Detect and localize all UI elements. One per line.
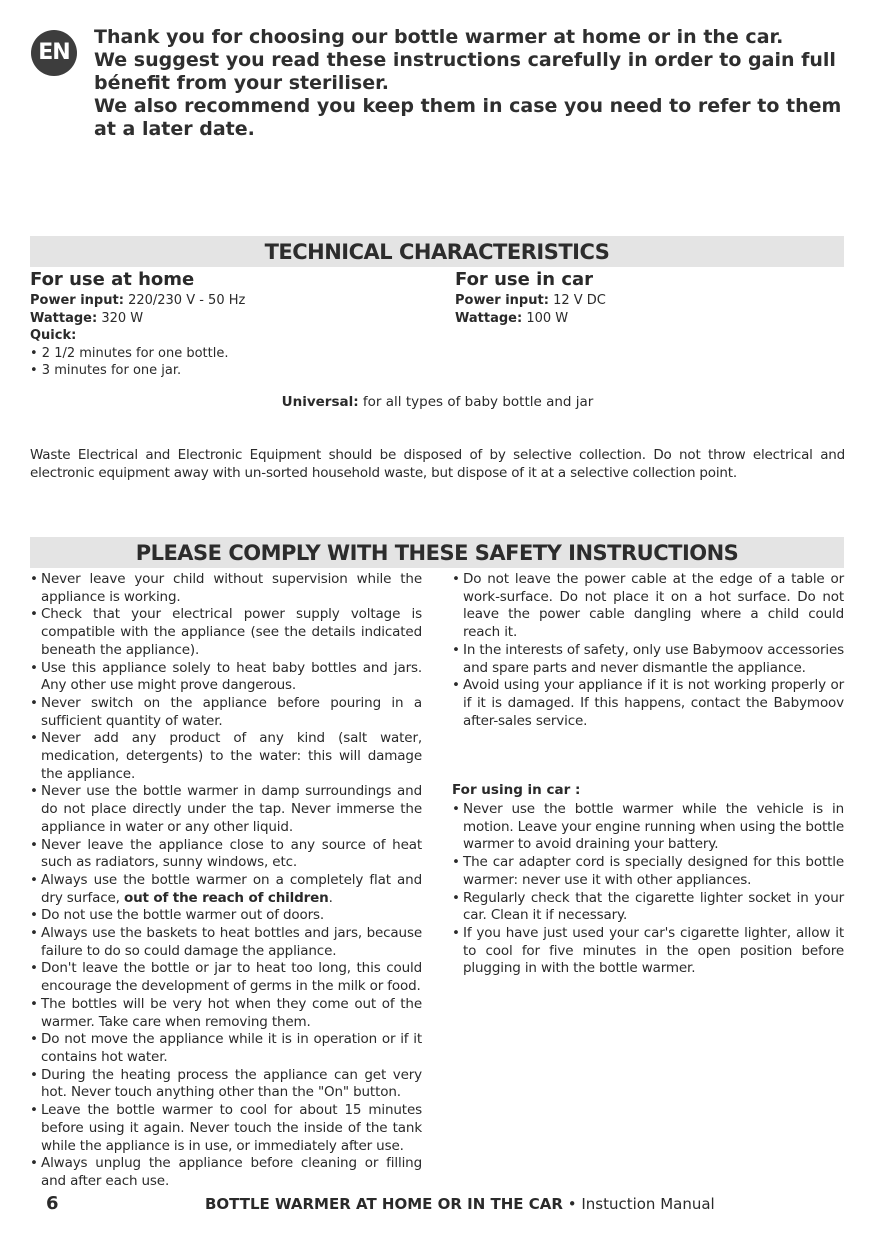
home-wattage-value: 320 W <box>101 310 144 326</box>
safety-item: • In the interests of safety, only use Babymoov accessories and spare parts and never dismantle the appliance. <box>452 642 844 677</box>
home-power-value: 220/230 V - 50 Hz <box>128 293 246 308</box>
car-safety-item: • If you have just used your car's cigarette lighter, allow it to cool for five minutes in the open position before plugging in with the bottle warmer. <box>452 925 844 978</box>
page-number: 6 <box>46 1193 59 1214</box>
safety-item-flat-surface <box>30 872 422 907</box>
car-power-row <box>455 292 606 310</box>
technical-characteristics-heading: TECHNICAL CHARACTERISTICS <box>30 236 844 267</box>
home-specs <box>30 269 245 380</box>
weee-disposal-note: Waste Electrical and Electronic Equipment should be disposed of by selective collection. Do not throw electrical and electronic equipment away with un-sorted household waste, but dispose of it at a selective collection point. <box>30 447 845 481</box>
page-footer <box>0 1193 875 1215</box>
safety-item: • Do not move the appliance while it is in operation or if it contains hot water. <box>30 1031 422 1066</box>
safety-item: • Use this appliance solely to heat baby bottles and jars. Any other use might prove dangerous. <box>30 660 422 695</box>
footer-subtitle: Instuction Manual <box>581 1195 715 1213</box>
car-safety-list <box>452 801 844 978</box>
safety-list-right <box>452 571 844 730</box>
safety-item: • Never switch on the appliance before pouring in a sufficient quantity of water. <box>30 695 422 730</box>
car-power-label: Power input: <box>455 293 549 308</box>
safety-instructions-heading: PLEASE COMPLY WITH THESE SAFETY INSTRUCTIONS <box>30 537 844 568</box>
safety-item: • Do not use the bottle warmer out of doors. <box>30 907 422 925</box>
language-badge: EN <box>31 30 77 76</box>
car-use-heading: For using in car : <box>452 782 581 798</box>
car-wattage-row <box>455 310 606 328</box>
safety-item: • Never leave the appliance close to any source of heat such as radiators, sunny windows, etc. <box>30 837 422 872</box>
safety-item: • Don't leave the bottle or jar to heat too long, this could encourage the development of germs in the milk or food. <box>30 960 422 995</box>
car-wattage-value: 100 W <box>526 310 569 326</box>
home-wattage-row <box>30 310 245 328</box>
car-safety-item: • The car adapter cord is specially designed for this bottle warmer: never use it with other appliances. <box>452 854 844 889</box>
safety-item: • Always use the baskets to heat bottles and jars, because failure to do so could damage the appliance. <box>30 925 422 960</box>
home-quick-item: • 3 minutes for one jar. <box>30 363 182 378</box>
footer-title <box>205 1195 715 1213</box>
safety-list-left <box>30 571 422 1191</box>
footer-separator: • <box>567 1195 577 1213</box>
car-heading: For use in car <box>455 269 594 290</box>
flat-surface-end: . <box>328 889 333 906</box>
universal-note <box>0 394 875 410</box>
intro-line-1: Thank you for choosing our bottle warmer at home or in the car. <box>94 26 784 48</box>
home-wattage-label: Wattage: <box>30 310 98 326</box>
safety-item: • The bottles will be very hot when they come out of the warmer. Take care when removing them. <box>30 996 422 1031</box>
car-specs <box>455 269 606 327</box>
flat-surface-text: Always use the bottle warmer on a completely flat and dry surface, <box>41 871 422 906</box>
safety-item: • Do not leave the power cable at the edge of a table or work-surface. Do not place it on a hot surface. Do not leave the power cable dangling where a child could reach it. <box>452 571 844 642</box>
home-power-label: Power input: <box>30 293 124 308</box>
intro-text <box>94 26 854 141</box>
safety-item: • Avoid using your appliance if it is not working properly or if it is damaged. If this happens, contact the Babymoov after-sales service. <box>452 677 844 730</box>
footer-product-name: BOTTLE WARMER AT HOME OR IN THE CAR <box>205 1195 563 1213</box>
home-quick-item: • 2 1/2 minutes for one bottle. <box>30 345 229 361</box>
intro-line-3: We also recommend you keep them in case you need to refer to them at a later date. <box>94 95 842 140</box>
safety-item: • Never use the bottle warmer in damp surroundings and do not place directly under the tap. Never immerse the appliance in water or any other liquid. <box>30 783 422 836</box>
car-safety-item: • Never use the bottle warmer while the vehicle is in motion. Leave your engine running when using the bottle warmer to avoid draining your battery. <box>452 801 844 854</box>
home-heading: For use at home <box>30 269 195 290</box>
intro-line-2: We suggest you read these instructions carefully in order to gain full bénefit from your steriliser. <box>94 49 836 94</box>
home-power-row <box>30 292 245 310</box>
car-power-value: 12 V DC <box>553 293 606 308</box>
home-quick-label: Quick: <box>30 328 77 343</box>
safety-item: • Check that your electrical power supply voltage is compatible with the appliance (see the details indicated beneath the appliance). <box>30 606 422 659</box>
car-wattage-label: Wattage: <box>455 310 523 326</box>
safety-item: • During the heating process the appliance can get very hot. Never touch anything other than the "On" button. <box>30 1067 422 1102</box>
car-safety-item: • Regularly check that the cigarette lighter socket in your car. Clean it if necessary. <box>452 890 844 925</box>
safety-item: • Always unplug the appliance before cleaning or filling and after each use. <box>30 1155 422 1190</box>
safety-item: • Never add any product of any kind (salt water, medication, detergents) to the water: this will damage the appliance. <box>30 730 422 783</box>
safety-item: • Leave the bottle warmer to cool for about 15 minutes before using it again. Never touch the inside of the tank while the appliance is in use, or immediately after use. <box>30 1102 422 1155</box>
safety-item: • Never leave your child without supervision while the appliance is working. <box>30 571 422 606</box>
out-of-reach-emphasis: out of the reach of children <box>123 889 329 906</box>
universal-label: Universal: <box>281 394 359 410</box>
universal-value: for all types of baby bottle and jar <box>362 394 594 410</box>
